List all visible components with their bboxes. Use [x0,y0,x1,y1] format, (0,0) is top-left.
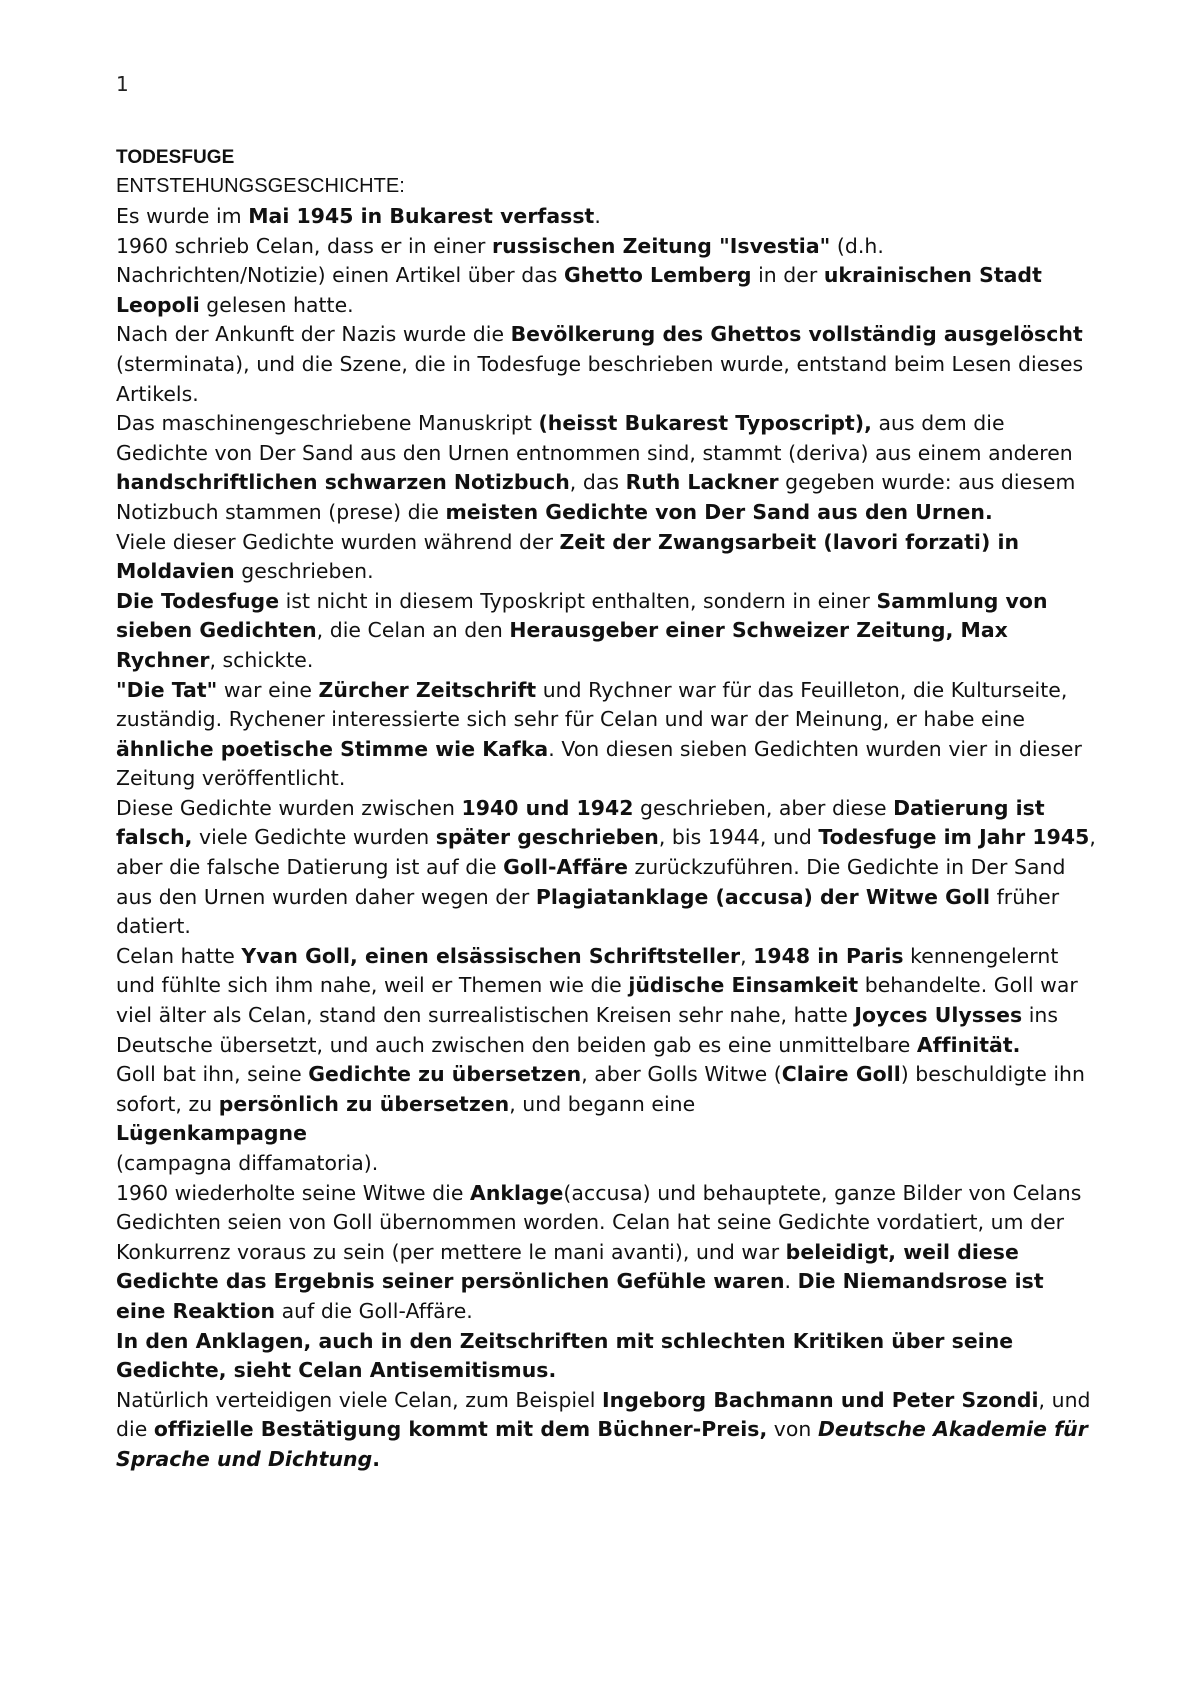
text-segment: . [594,204,601,228]
text-segment: war eine [217,677,319,702]
emphasized-text: handschriftlichen schwarzen Notizbuch [116,470,570,495]
text-segment: kennengelernt und fühlte sich ihm nahe, weil er Themen wie die [116,943,1059,998]
emphasized-text: (heisst Bukarest Typoscript), [538,411,872,436]
emphasized-text: ähnliche poetische Stimme wie Kafka [116,736,549,761]
emphasized-text: Ruth Lackner [625,470,779,495]
text-segment: früher datiert. [116,884,1060,939]
emphasized-text: später geschrieben [435,825,659,850]
text-segment: 1960 wiederholte seine Witwe die [116,1180,471,1205]
emphasized-text: meisten Gedichte von Der Sand aus den Urnen. [445,499,993,524]
emphasized-text: Claire Goll [781,1062,901,1087]
text-segment: , und begann eine [509,1091,696,1116]
document-title: TODESFUGE [116,147,235,168]
emphasized-text: Plagiatanklage (accusa) der Witwe Goll [535,884,991,909]
text-segment: Natürlich verteidigen viele Celan, zum Beispiel [116,1387,602,1412]
text-segment: , die Celan an den [316,618,510,643]
emphasized-text: ukrainischen Stadt Leopoli [116,263,1042,317]
text-segment: auf die Goll-Affäre. [275,1298,473,1323]
text-segment: gegeben wurde: aus diesem Notizbuch stammen (prese) die [116,470,1076,524]
emphasized-text: 1948 in Paris [753,943,904,968]
emphasized-text: beleidigt, weil diese Gedichte das Ergebnis seiner persönlichen Gefühle waren [116,1239,1019,1294]
text-segment: (d.h. Nachrichten/Notizie) einen Artikel über das [116,233,884,288]
paragraph [116,409,1096,527]
paragraph [116,202,1096,232]
text-segment: in der [751,263,824,288]
text-segment: Nach der Ankunft der Nazis wurde die [116,322,511,347]
text-segment: viele Gedichte wurden [192,825,436,850]
text-segment: Es wurde im [116,204,249,228]
emphasized-text: russischen Zeitung "Isvestia" [492,233,831,258]
text-segment: behandelte. Goll war viel älter als Celan, stand den surrealistischen Kreisen sehr nahe, hatte [116,973,1078,1028]
text-segment: (sterminata), und die Szene, die in Todesfuge beschrieben wurde, entstand beim Lesen dieses Artikels. [116,351,1084,406]
text-segment: geschrieben, aber diese [633,795,894,820]
text-segment: , bis 1944, und [658,825,819,850]
emphasized-text: Affinität. [916,1032,1021,1057]
emphasized-text: persönlich zu übersetzen [218,1091,510,1116]
paragraph [116,1386,1096,1475]
text-segment: ins Deutsche übersetzt, und auch zwischen den beiden gab es eine unmittelbare [116,1003,1059,1057]
emphasized-text: Datierung ist falsch, [116,795,1045,850]
paragraph [116,1060,1096,1149]
document-body [116,144,1096,1475]
text-segment: Das maschinengeschriebene Manuskript [116,411,539,436]
text-segment: aus dem die Gedichte von Der Sand aus den Urnen entnommen sind, stammt (deriva) aus einem anderen [116,411,1073,465]
paragraph [116,232,1096,321]
text-segment: , das [569,470,626,495]
paragraph [116,1179,1096,1327]
text-segment: und Rychner war für das Feuilleton, die Kulturseite, zuständig. Rychener interessierte sich sehr für Celan und war der Meinung, er habe eine [116,677,1068,732]
text-segment: Diese Gedichte wurden zwischen [116,795,462,820]
paragraph-list [116,202,1096,1475]
text-segment: , und die [116,1387,1091,1442]
emphasized-text: . [372,1446,381,1471]
emphasized-text: Zeit der Zwangsarbeit (lavori forzati) in Moldavien [116,529,1020,584]
emphasized-text: 1940 und 1942 [461,795,634,820]
paragraph [116,676,1096,794]
text-segment: (campagna diffamatoria). [116,1151,379,1175]
text-segment: geschrieben. [234,559,374,584]
text-segment: . [784,1269,798,1294]
text-segment: ist nicht in diesem Typoskript enthalten, sondern in einer [279,588,877,613]
emphasized-text: Lügenkampagne [116,1121,307,1146]
text-segment: , schickte. [209,647,314,672]
text-segment: 1960 schrieb Celan, dass er in einer [116,233,493,258]
text-segment: Viele dieser Gedichte wurden während der [116,529,560,554]
emphasized-text: Goll-Affäre [503,855,628,880]
emphasized-text: "Die Tat" [116,677,218,702]
emphasized-text: Die Niemandsrose ist eine Reaktion [116,1269,1044,1323]
emphasized-text: Sammlung von sieben Gedichten [116,588,1048,643]
emphasized-text: Deutsche Akademie für Sprache und Dichtung [116,1417,1088,1471]
text-segment: von [767,1417,818,1442]
text-segment: , aber die falsche Datierung ist auf die [116,825,1096,880]
emphasized-text: offizielle Bestätigung kommt mit dem Büchner-Preis, [153,1417,768,1442]
text-segment: zurückzuführen. Die Gedichte in Der Sand aus den Urnen wurden daher wegen der [116,855,1066,909]
text-segment: gelesen hatte. [199,292,354,317]
paragraph [116,528,1096,587]
emphasized-text: Die Todesfuge [116,588,280,613]
section-heading: ENTSTEHUNGSGESCHICHTE: [116,175,405,197]
text-segment: Goll bat ihn, seine [116,1062,309,1087]
text-segment: Celan hatte [116,943,242,968]
paragraph [116,942,1096,1060]
page-number: 1 [116,72,129,96]
paragraph [116,794,1096,942]
paragraph [116,587,1096,676]
paragraph [116,320,1096,409]
emphasized-text: Mai 1945 in Bukarest verfasst [248,204,595,228]
text-segment: , [740,943,754,968]
emphasized-text: Todesfuge im Jahr 1945 [818,825,1090,850]
emphasized-text: Bevölkerung des Ghettos vollständig ausgelöscht [510,322,1083,347]
emphasized-text: Anklage [470,1180,564,1205]
emphasized-text: Ghetto Lemberg [564,263,752,288]
emphasized-text: Herausgeber einer Schweizer Zeitung, Max Rychner [116,618,1008,672]
emphasized-text: jüdische Einsamkeit [628,973,859,998]
paragraph [116,1327,1096,1386]
text-segment: . Von diesen sieben Gedichten wurden vier in dieser Zeitung veröffentlicht. [116,736,1082,791]
paragraph [116,1149,1096,1179]
emphasized-text: Ingeborg Bachmann und Peter Szondi [602,1387,1039,1412]
emphasized-text: Yvan Goll, einen elsässischen Schriftsteller [241,943,741,968]
emphasized-text: In den Anklagen, auch in den Zeitschriften mit schlechten Kritiken über seine Gedichte, sieht Celan Antisemitismus. [116,1328,1014,1383]
emphasized-text: Zürcher Zeitschrift [318,677,537,702]
text-segment: (accusa) und behauptete, ganze Bilder von Celans Gedichten seien von Goll übernommen worden. Celan hat seine Gedichte vordatiert, um der Konkurrenz voraus zu sein (per mettere le mani avanti), und war [116,1180,1082,1264]
emphasized-text: Gedichte zu übersetzen [308,1062,582,1087]
text-segment: , aber Golls Witwe ( [581,1062,782,1087]
text-segment: ) beschuldigte ihn sofort, zu [116,1062,1086,1116]
emphasized-text: Joyces Ulysses [854,1003,1023,1028]
